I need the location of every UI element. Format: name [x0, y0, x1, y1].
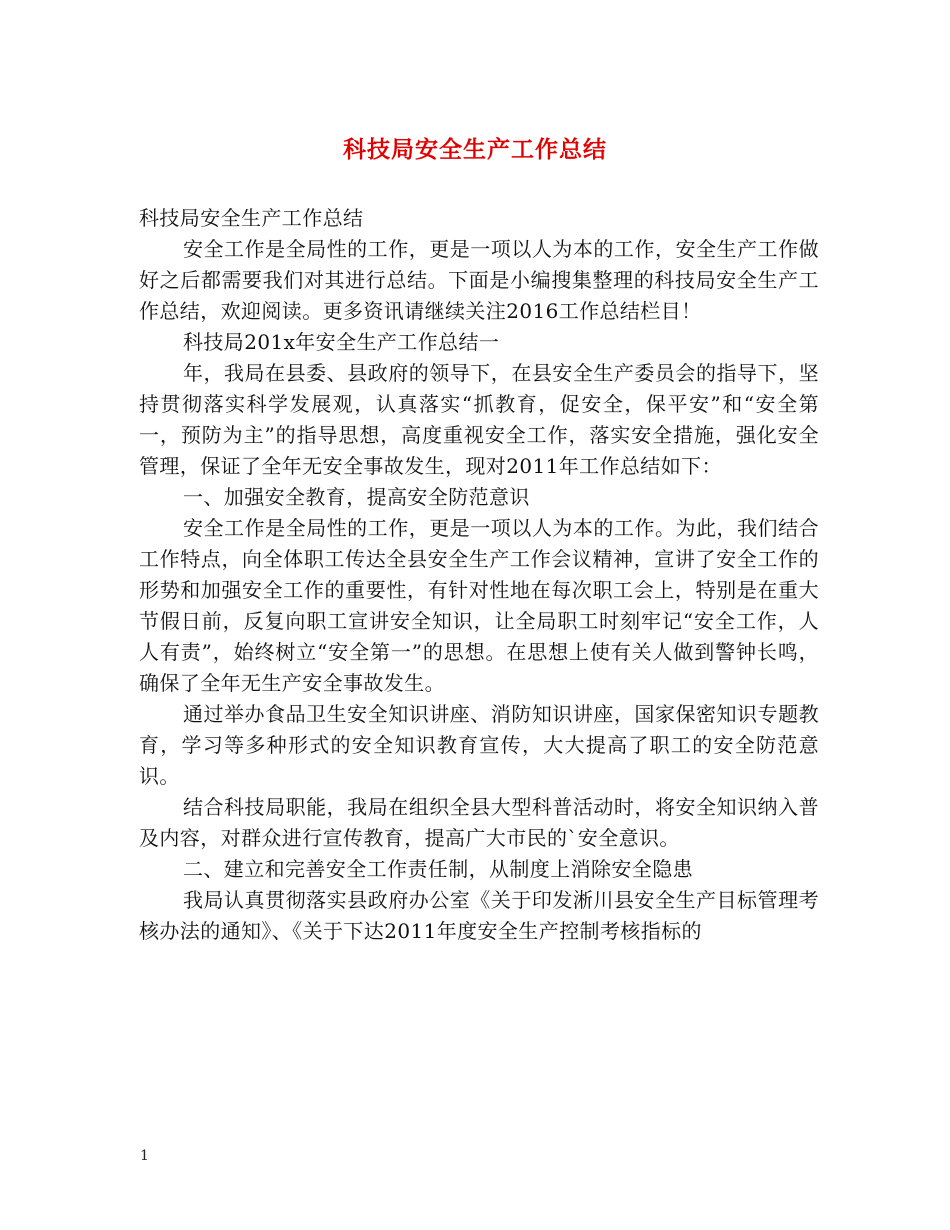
paragraph: 科技局安全生产工作总结	[139, 206, 364, 230]
paragraph: 结合科技局职能，我局在组织全县大型科普活动时，将安全知识纳入普及内容，对群众进行宣传教育，提高广大市民的`安全意识。	[139, 795, 819, 850]
document-body	[139, 203, 819, 947]
section-heading: 二、建立和完善安全工作责任制，从制度上消除安全隐患	[183, 857, 693, 881]
page-number: 1	[140, 1148, 149, 1164]
paragraph: 安全工作是全局性的工作，更是一项以人为本的工作，安全生产工作做好之后都需要我们对其进行总结。下面是小编搜集整理的科技局安全生产工作总结，欢迎阅读。更多资讯请继续关注2016工作总结栏目！	[139, 237, 819, 323]
paragraph: 安全工作是全局性的工作，更是一项以人为本的工作。为此，我们结合工作特点，向全体职工传达全县安全生产工作会议精神，宣讲了安全工作的形势和加强安全工作的重要性，有针对性地在每次职工会上，特别是在重大节假日前，反复向职工宣讲安全知识，让全局职工时刻牢记“安全工作，人人有责”，始终树立“安全第一”的思想。在思想上使有关人做到警钟长鸣，确保了全年无生产安全事故发生。	[139, 516, 819, 695]
paragraph: 通过举办食品卫生安全知识讲座、消防知识讲座，国家保密知识专题教育，学习等多种形式的安全知识教育宣传，大大提高了职工的安全防范意识。	[139, 702, 819, 788]
section-heading: 一、加强安全教育，提高安全防范意识	[183, 485, 530, 509]
paragraph: 我局认真贯彻落实县政府办公室《关于印发淅川县安全生产目标管理考核办法的通知》、《关于下达2011年度安全生产控制考核指标的	[139, 888, 819, 943]
paragraph: 科技局201x年安全生产工作总结一	[183, 330, 500, 354]
paragraph: 年，我局在县委、县政府的领导下，在县安全生产委员会的指导下，坚持贯彻落实科学发展观，认真落实“抓教育，促安全，保平安”和“安全第一，预防为主”的指导思想，高度重视安全工作，落实安全措施，强化安全管理，保证了全年无安全事故发生，现对2011年工作总结如下：	[139, 361, 819, 478]
page-title: 科技局安全生产工作总结	[343, 137, 607, 163]
